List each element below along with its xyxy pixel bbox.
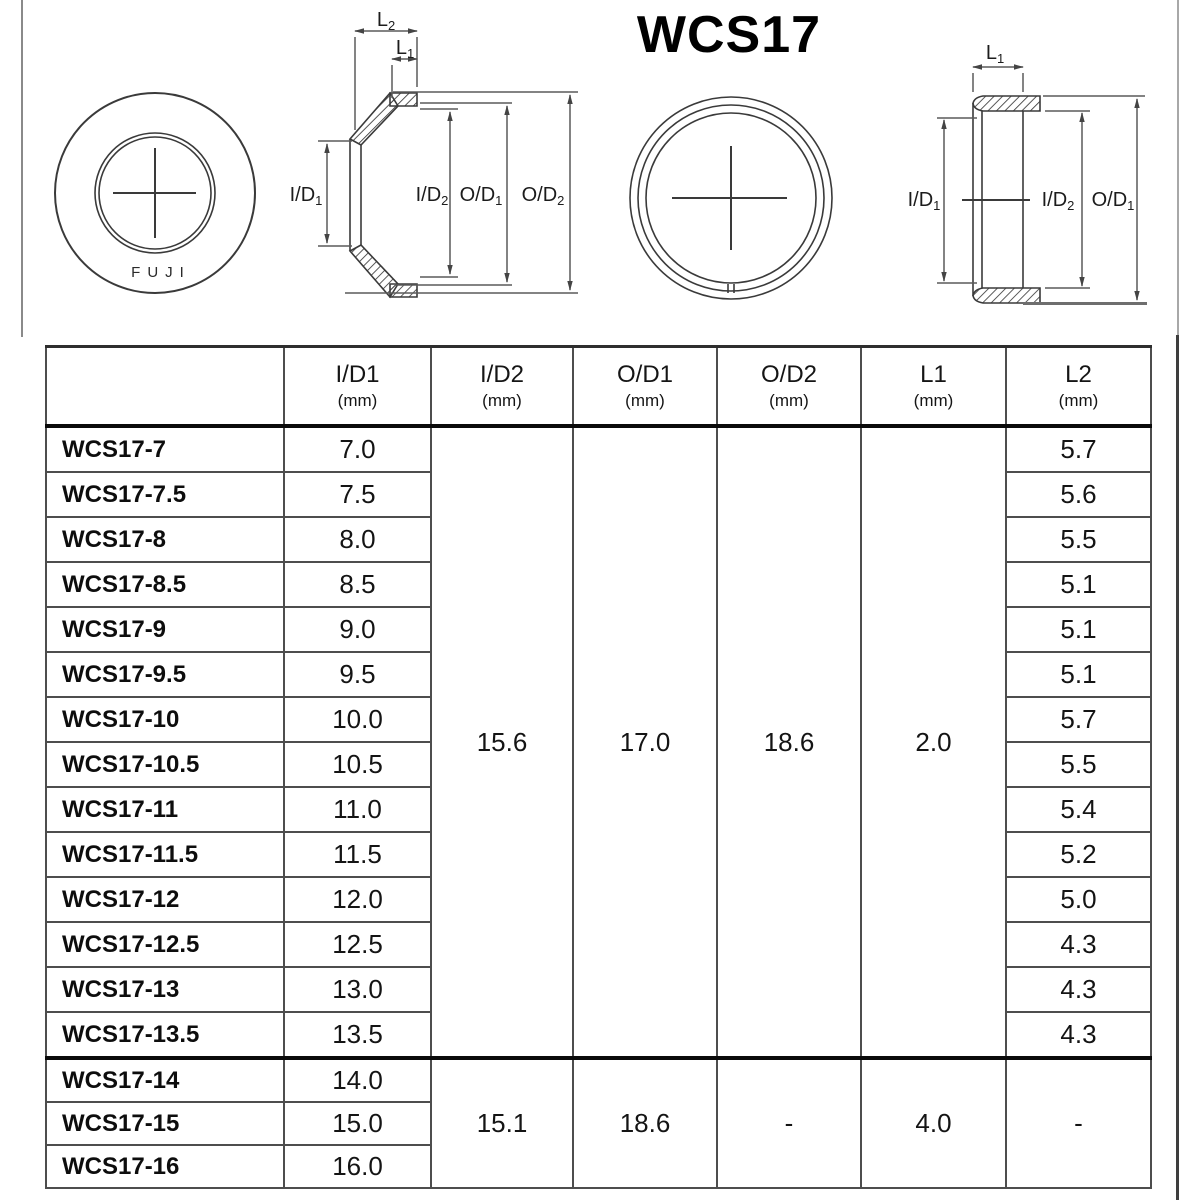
model-cell: WCS17-11 (46, 787, 284, 832)
dim-label-od1: $O/D_1$ (459, 184, 503, 208)
l2-merged-cell: - (1006, 1058, 1151, 1188)
id1-cell: 7.0 (284, 426, 431, 472)
header-l2: L2 (mm) (1006, 347, 1151, 427)
dim-label-od2: $O/D_2$ (521, 184, 565, 208)
l2-cell: 5.6 (1006, 472, 1151, 517)
id1-cell: 10.5 (284, 742, 431, 787)
id1-cell: 13.0 (284, 967, 431, 1012)
id1-cell: 14.0 (284, 1058, 431, 1102)
table-group-2 (46, 1058, 1151, 1188)
model-cell: WCS17-8 (46, 517, 284, 562)
id1-cell: 13.5 (284, 1012, 431, 1058)
model-cell: WCS17-12 (46, 877, 284, 922)
crosshair-icon (113, 148, 196, 238)
dim-label-id1: $I/D_1$ (907, 189, 941, 213)
id1-cell: 7.5 (284, 472, 431, 517)
dimension-lines (937, 67, 1147, 304)
id1-cell: 12.5 (284, 922, 431, 967)
id2-merged-cell: 15.6 (431, 426, 573, 1058)
l2-cell: 4.3 (1006, 1012, 1151, 1058)
model-cell: WCS17-9 (46, 607, 284, 652)
dim-label-id2: $I/D_2$ (415, 184, 449, 208)
dim-label-od1: $O/D_1$ (1091, 189, 1135, 213)
od2-merged-cell: 18.6 (717, 426, 861, 1058)
fuji-logo-text: FUJI (131, 264, 191, 281)
l2-cell: 5.1 (1006, 652, 1151, 697)
table-group-1 (46, 426, 1151, 1058)
l2-cell: 5.7 (1006, 426, 1151, 472)
model-cell: WCS17-12.5 (46, 922, 284, 967)
dim-label-l1: $L_1$ (985, 42, 1005, 66)
model-cell: WCS17-9.5 (46, 652, 284, 697)
l2-cell: 5.1 (1006, 607, 1151, 652)
front-view-ring-drawing (618, 88, 848, 314)
part-outline (962, 96, 1040, 303)
model-cell: WCS17-13.5 (46, 1012, 284, 1058)
id1-cell: 9.5 (284, 652, 431, 697)
page-title: WCS17 (636, 6, 822, 64)
od1-merged-cell: 17.0 (573, 426, 717, 1058)
model-cell: WCS17-7 (46, 426, 284, 472)
model-cell: WCS17-14 (46, 1058, 284, 1102)
id1-cell: 8.0 (284, 517, 431, 562)
id1-cell: 16.0 (284, 1145, 431, 1188)
od1-merged-cell: 18.6 (573, 1058, 717, 1188)
id1-cell: 15.0 (284, 1102, 431, 1145)
dim-label-l1: $L_1$ (395, 37, 415, 61)
front-view-drawing-fuji (38, 78, 273, 313)
l2-cell: 5.1 (1006, 562, 1151, 607)
crosshair-icon (672, 146, 787, 250)
table-row (46, 1058, 1151, 1102)
l1-merged-cell: 4.0 (861, 1058, 1006, 1188)
header-model (46, 347, 284, 427)
model-cell: WCS17-8.5 (46, 562, 284, 607)
page-edge-right-bottom (1176, 335, 1179, 1200)
od2-merged-cell: - (717, 1058, 861, 1188)
l2-cell: 5.0 (1006, 877, 1151, 922)
id1-cell: 8.5 (284, 562, 431, 607)
model-cell: WCS17-10 (46, 697, 284, 742)
id1-cell: 9.0 (284, 607, 431, 652)
part-outline (350, 93, 417, 297)
id1-cell: 11.0 (284, 787, 431, 832)
model-cell: WCS17-7.5 (46, 472, 284, 517)
model-cell: WCS17-13 (46, 967, 284, 1012)
l2-cell: 5.5 (1006, 517, 1151, 562)
dimension-table (45, 345, 1152, 1189)
table-row (46, 426, 1151, 472)
dim-label-id1: $I/D_1$ (290, 184, 323, 208)
page-edge-left (21, 0, 23, 337)
dim-label-l2: $L_2$ (376, 9, 396, 33)
model-cell: WCS17-15 (46, 1102, 284, 1145)
l2-cell: 4.3 (1006, 922, 1151, 967)
model-cell: WCS17-10.5 (46, 742, 284, 787)
l1-merged-cell: 2.0 (861, 426, 1006, 1058)
cross-section-straight-drawing (895, 42, 1197, 334)
l2-cell: 5.5 (1006, 742, 1151, 787)
id2-merged-cell: 15.1 (431, 1058, 573, 1188)
model-cell: WCS17-11.5 (46, 832, 284, 877)
dim-label-id2: $I/D_2$ (1041, 189, 1075, 213)
table-header (46, 347, 1151, 427)
l2-cell: 4.3 (1006, 967, 1151, 1012)
id1-cell: 12.0 (284, 877, 431, 922)
cross-section-flared-drawing (290, 8, 592, 310)
l2-cell: 5.7 (1006, 697, 1151, 742)
id1-cell: 11.5 (284, 832, 431, 877)
l2-cell: 5.4 (1006, 787, 1151, 832)
header-l1: L1 (mm) (861, 347, 1006, 427)
header-od1: O/D1 (mm) (573, 347, 717, 427)
model-cell: WCS17-16 (46, 1145, 284, 1188)
header-id2: I/D2 (mm) (431, 347, 573, 427)
id1-cell: 10.0 (284, 697, 431, 742)
header-id1: I/D1 (mm) (284, 347, 431, 427)
l2-cell: 5.2 (1006, 832, 1151, 877)
header-od2: O/D2 (mm) (717, 347, 861, 427)
